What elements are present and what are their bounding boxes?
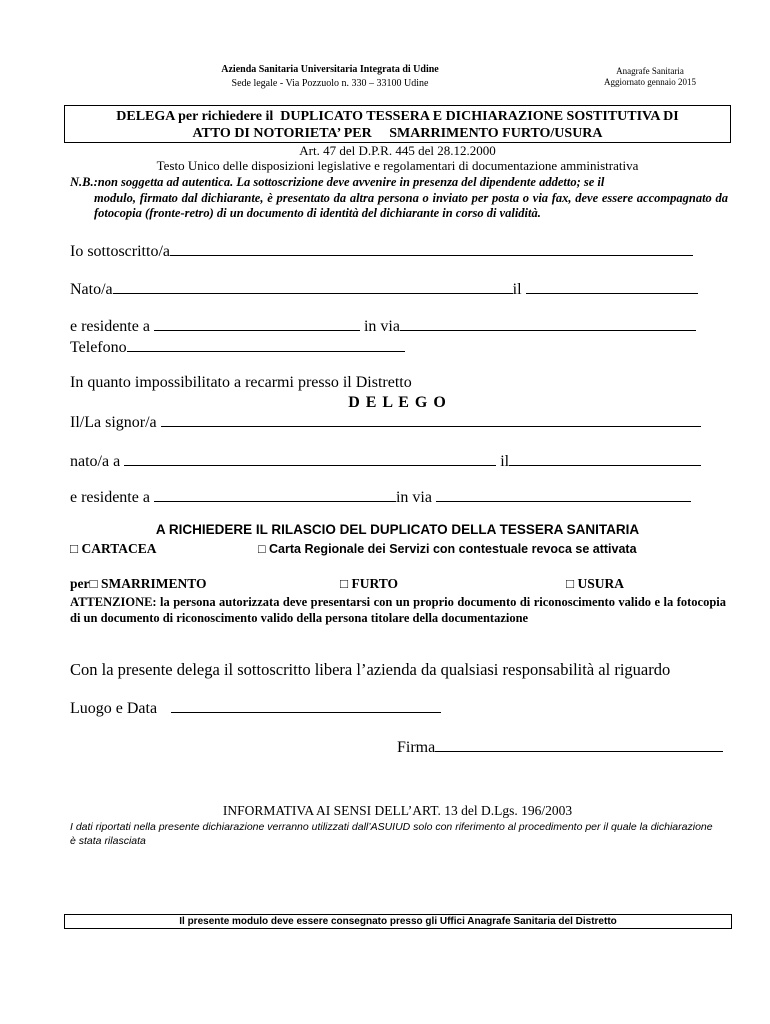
- nb-note: [70, 175, 728, 222]
- input-firma[interactable]: [435, 737, 723, 752]
- input-delegato-nome[interactable]: [161, 412, 701, 427]
- row-residente-delegato: [70, 487, 691, 507]
- label-sottoscritto: Io sottoscritto/a: [70, 243, 170, 260]
- input-telefono[interactable]: [127, 337, 405, 352]
- row-luogo-data: [70, 698, 441, 718]
- attenzione-text: la persona autorizzata deve presentarsi con un proprio documento di riconoscimento valido e la fotocopia di un documento di riconoscimento valido della persona titolare della documentazione: [70, 595, 726, 625]
- nb-note-line1: N.B.:non soggetta ad autentica. La sottoscrizione deve avvenire in presenza del dipendente addetto; se il: [70, 175, 605, 189]
- row-nato-delegato: [70, 451, 701, 471]
- dept-label: Anagrafe Sanitaria: [616, 66, 684, 76]
- input-delegato-comune[interactable]: [154, 487, 396, 502]
- checkbox-usura[interactable]: □ USURA: [566, 576, 625, 591]
- text-impossibilitato: In quanto impossibilitato a recarmi presso il Distretto: [70, 374, 412, 391]
- label-residente: e residente a: [70, 318, 150, 335]
- delego-heading: D E L E G O: [348, 394, 447, 411]
- informativa-title: INFORMATIVA AI SENSI DELL’ART. 13 del D.Lgs. 196/2003: [222, 803, 573, 818]
- legal-article: Art. 47 del D.P.R. 445 del 28.12.2000: [299, 143, 496, 158]
- checkbox-cartacea[interactable]: □ CARTACEA: [70, 541, 157, 556]
- form-title: [64, 105, 731, 143]
- input-via-residenza[interactable]: [400, 316, 696, 331]
- attenzione-label: ATTENZIONE:: [70, 595, 157, 609]
- liberatoria-text: Con la presente delega il sottoscritto libera l’azienda da qualsiasi responsabilità al riguardo: [70, 660, 671, 679]
- richiesta-title: A RICHIEDERE IL RILASCIO DEL DUPLICATO DELLA TESSERA SANITARIA: [155, 522, 640, 537]
- checkbox-smarrimento[interactable]: □ SMARRIMENTO: [89, 576, 207, 591]
- form-title-line2: ATTO DI NOTORIETA’ PER SMARRIMENTO FURTO/USURA: [192, 126, 603, 141]
- input-delegato-data-nascita[interactable]: [509, 451, 701, 466]
- label-per: per: [70, 576, 90, 591]
- row-telefono: [70, 337, 405, 357]
- org-address: Sede legale - Via Pozzuolo n. 330 – 33100 Udine: [231, 78, 429, 89]
- label-nato: Nato/a: [70, 281, 113, 298]
- nb-note-rest: modulo, firmato dal dichiarante, è presentato da altra persona o inviato per posta o via fax, deve essere accompagnato da fotocopia (fronte-retro) di un documento di identità del dichiarante in corso di validità.: [94, 190, 728, 220]
- input-data-nascita[interactable]: [526, 279, 698, 294]
- informativa-text: I dati riportati nella presente dichiarazione verranno utilizzati dall’ASUIUD solo con riferimento al procedimento per il quale la dichiarazione è stata rilasciata: [70, 821, 713, 847]
- updated-label: Aggiornato gennaio 2015: [604, 77, 696, 87]
- label-in-via-delegato: in via: [395, 489, 432, 506]
- label-il: il: [512, 281, 522, 298]
- checkbox-furto[interactable]: □ FURTO: [340, 576, 399, 591]
- row-firma: [397, 737, 723, 757]
- label-nato-a: nato/a a: [70, 453, 121, 470]
- row-nato: [70, 279, 698, 299]
- label-telefono: Telefono: [70, 339, 127, 356]
- footer-note: Il presente modulo deve essere consegnato presso gli Uffici Anagrafe Sanitaria del Distretto: [64, 914, 732, 929]
- row-motivo: [70, 576, 207, 592]
- input-delegato-via[interactable]: [436, 487, 691, 502]
- input-luogo-nascita[interactable]: [113, 279, 513, 294]
- input-sottoscritto[interactable]: [170, 241, 693, 256]
- input-comune-residenza[interactable]: [154, 316, 360, 331]
- legal-testo-unico: Testo Unico delle disposizioni legislative e regolamentari di documentazione amministrativa: [156, 158, 639, 173]
- label-il-delegato: il: [500, 453, 510, 470]
- checkbox-crs[interactable]: □ Carta Regionale dei Servizi con contestuale revoca se attivata: [258, 542, 637, 556]
- row-signor: [70, 412, 701, 432]
- form-title-line1: DELEGA per richiedere il DUPLICATO TESSERA E DICHIARAZIONE SOSTITUTIVA DI: [116, 109, 679, 124]
- label-residente-delegato: e residente a: [70, 489, 150, 506]
- label-luogo-data: Luogo e Data: [70, 700, 158, 717]
- input-luogo-data[interactable]: [171, 698, 441, 713]
- label-signor: Il/La signor/a: [70, 414, 157, 431]
- label-firma: Firma: [397, 739, 436, 756]
- label-in-via: in via: [363, 318, 400, 335]
- attenzione-note: [70, 594, 726, 626]
- org-name: Azienda Sanitaria Universitaria Integrata di Udine: [221, 64, 439, 75]
- input-delegato-luogo-nascita[interactable]: [124, 451, 496, 466]
- row-sottoscritto: [70, 241, 693, 261]
- row-residente: [70, 316, 696, 336]
